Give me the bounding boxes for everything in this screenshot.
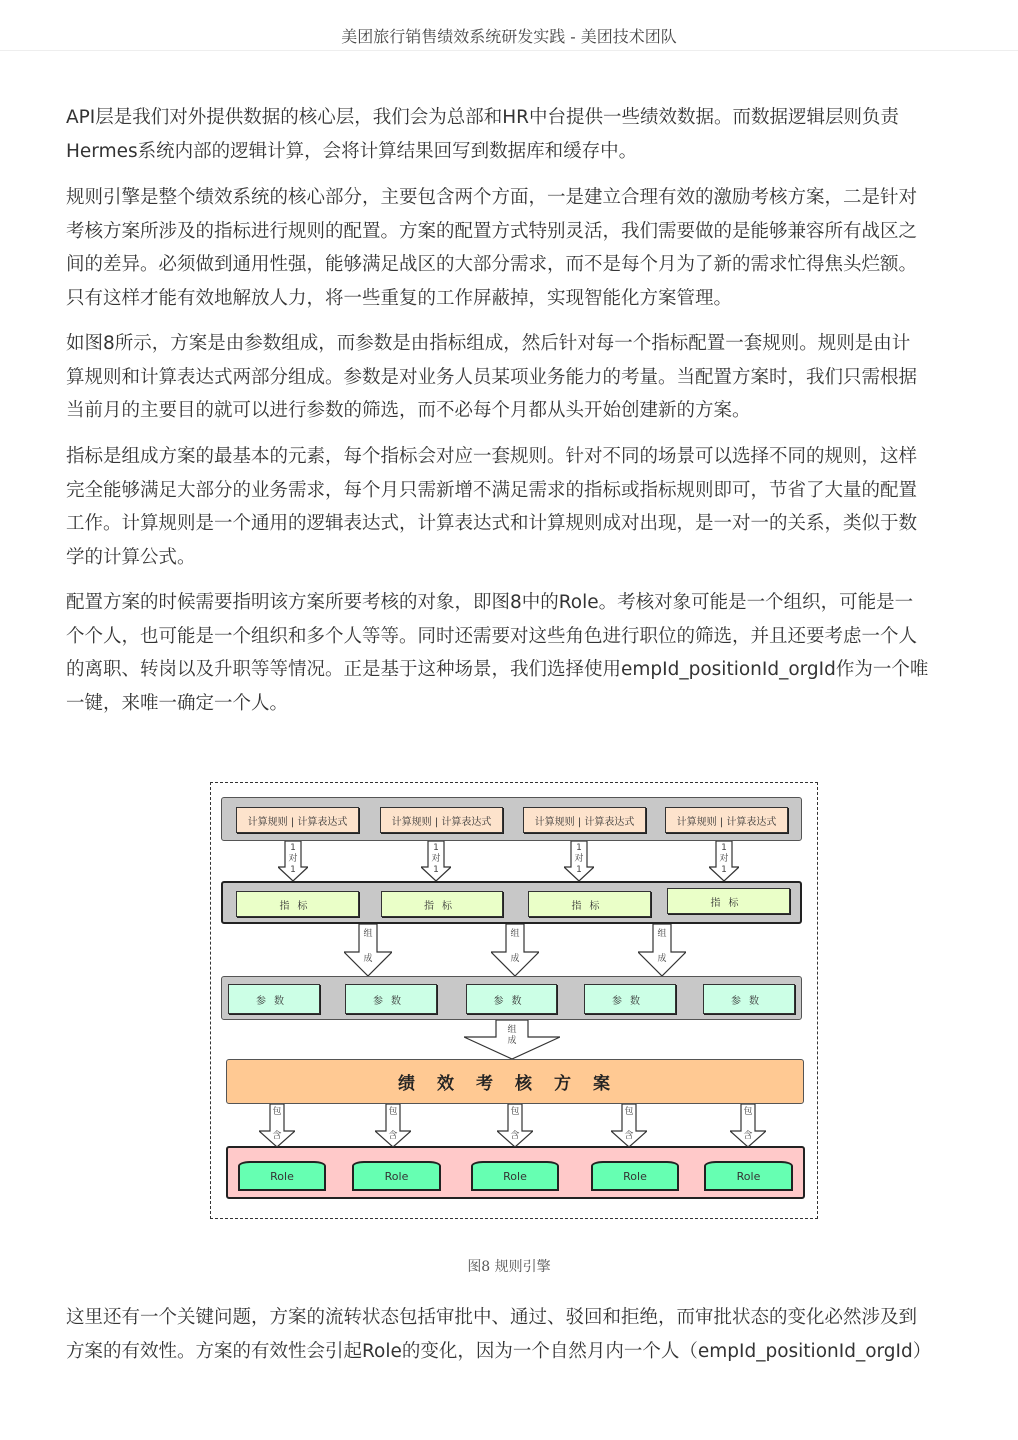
arrow-down-icon [278,841,308,881]
paragraph [66,440,956,574]
text-line: 学的计算公式。 [66,546,196,568]
text-line: 完全能够满足大部分的业务需求，每个月只需新增不满足需求的指标或指标规则即可，节省了大量的配置 [66,479,918,501]
rule-box: 计算规则 | 计算表达式 [236,807,359,833]
rule-box: 计算规则 | 计算表达式 [523,807,646,833]
arrow-down-icon [259,1104,295,1147]
arrow-label: 包 [510,1107,520,1117]
indicator-box: 指标 [528,891,651,917]
arrow-label: 1 [433,865,439,875]
text-line: 考核方案所涉及的指标进行规则的配置。方案的配置方式特别灵活，我们需要做的是能够兼容所有战区之 [66,220,918,242]
arrow-label: 成 [507,1036,517,1046]
role-box: Role [591,1161,679,1191]
param-box: 参数 [345,984,437,1014]
arrow-label: 成 [363,954,373,964]
text-line: 如图8所示，方案是由参数组成，而参数是由指标组成，然后针对每一个指标配置一套规则。规则是由计 [66,333,911,354]
text-line: 方案的有效性。方案的有效性会引起Role的变化，因为一个自然月内一个人（empId_positionId_orgId） [66,1340,932,1362]
role-box: Role [352,1161,441,1191]
arrow-label: 包 [624,1107,634,1117]
arrow-label: 1 [290,843,296,853]
arrow-label: 1 [290,865,296,875]
arrow-down-icon [564,841,594,881]
arrow-label: 组 [510,929,520,939]
arrow-label: 1 [721,865,727,875]
final-paragraph [66,1301,956,1368]
param-box: 参数 [228,984,320,1014]
arrow-down-icon [611,1104,647,1147]
text-line: 算规则和计算表达式两部分组成。参数是对业务人员某项业务能力的考量。当配置方案时，我们只需根据 [66,366,918,388]
text-line: 只有这样才能有效地解放人力，将一些重复的工作屏蔽掉，实现智能化方案管理。 [66,287,733,309]
text-line: 的离职、转岗以及升职等等情况。正是基于这种场景，我们选择使用empId_positionId_orgId作为一个唯 [66,659,929,681]
text-line: 间的差异。必须做到通用性强，能够满足战区的大部分需求，而不是每个月为了新的需求忙得焦头烂额。 [66,254,918,276]
param-box: 参数 [703,984,795,1014]
arrow-label: 含 [624,1131,634,1141]
arrow-label: 包 [272,1107,282,1117]
arrow-label: 1 [576,843,582,853]
text-line: 这里还有一个关键问题，方案的流转状态包括审批中、通过、驳回和拒绝，而审批状态的变化必然涉及到 [66,1307,918,1328]
text-line: 个个人，也可能是一个组织和多个人等等。同时还需要对这些角色进行职位的筛选，并且还要考虑一个人 [66,625,918,647]
arrow-label: 包 [388,1107,398,1117]
rule-box: 计算规则 | 计算表达式 [665,807,788,833]
arrow-label: 成 [510,954,520,964]
paragraph [66,101,956,168]
paragraph [66,181,956,315]
paragraph [66,586,956,720]
arrow-label: 含 [388,1131,398,1141]
arrow-down-icon [730,1104,766,1147]
rule-box: 计算规则 | 计算表达式 [380,807,503,833]
arrow-down-icon [464,1020,560,1059]
arrow-label: 对 [431,854,441,864]
role-box: Role [704,1161,793,1191]
paragraph [66,327,956,428]
text-line: 当前月的主要目的就可以进行参数的筛选，而不必每个月都从头开始创建新的方案。 [66,400,751,422]
arrow-down-icon [638,924,686,976]
rule-engine-diagram [210,782,818,1219]
text-line: 规则引擎是整个绩效系统的核心部分，主要包含两个方面，一是建立合理有效的激励考核方案，二是针对 [66,187,918,208]
indicator-box: 指标 [381,891,503,917]
arrow-label: 含 [743,1131,753,1141]
arrow-label: 对 [288,854,298,864]
figure-caption: 图8 规则引擎 [467,1259,551,1275]
arrow-label: 组 [363,929,373,939]
indicator-box: 指标 [236,891,359,917]
arrow-label: 包 [743,1107,753,1117]
arrow-label: 1 [433,843,439,853]
param-box: 参数 [466,984,557,1014]
arrow-down-icon [709,841,739,881]
role-box: Role [471,1161,559,1191]
text-line: Hermes系统内部的逻辑计算，会将计算结果回写到数据库和缓存中。 [66,140,638,162]
arrow-down-icon [375,1104,411,1147]
arrow-label: 对 [719,854,729,864]
arrow-down-icon [344,924,392,976]
text-line: 配置方案的时候需要指明该方案所要考核的对象，即图8中的Role。考核对象可能是一个组织，可能是一 [66,592,914,613]
arrow-down-icon [497,1104,533,1147]
text-line: 指标是组成方案的最基本的元素，每个指标会对应一套规则。针对不同的场景可以选择不同的规则，这样 [66,446,918,467]
arrow-label: 成 [657,954,667,964]
arrow-label: 含 [272,1131,282,1141]
arrow-label: 组 [507,1025,517,1035]
arrow-down-icon [421,841,451,881]
page-header-title: 美团旅行销售绩效系统研发实践 - 美团技术团队 [341,27,677,46]
indicator-box: 指标 [667,888,790,914]
arrow-label: 组 [657,929,667,939]
arrow-label: 1 [721,843,727,853]
arrow-label: 含 [510,1131,520,1141]
performance-plan-box: 绩效考核方案 [226,1059,804,1104]
text-line: 一键，来唯一确定一个人。 [66,692,289,714]
text-line: 工作。计算规则是一个通用的逻辑表达式，计算表达式和计算规则成对出现，是一对一的关系，类似于数 [66,513,918,535]
arrow-label: 对 [574,854,584,864]
role-box: Role [238,1161,326,1191]
text-line: API层是我们对外提供数据的核心层，我们会为总部和HR中台提供一些绩效数据。而数据逻辑层则负责 [66,107,900,128]
arrow-down-icon [491,924,539,976]
header-divider [0,50,1018,51]
arrow-label: 1 [576,865,582,875]
param-box: 参数 [584,984,676,1014]
